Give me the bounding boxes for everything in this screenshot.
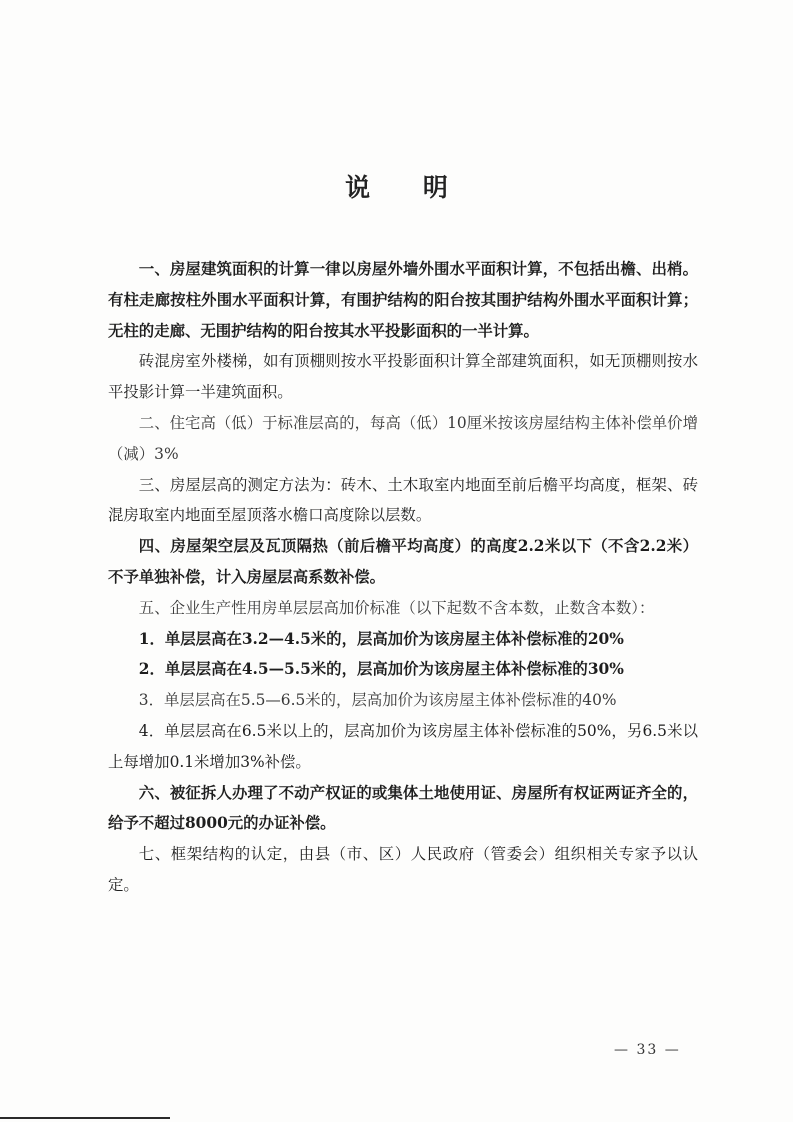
paragraph-certificate-compensation: 六、被征拆人办理了不动产权证的或集体土地使用证、房屋所有权证两证齐全的，给予不超过8000元的办证补偿。 [108,783,698,833]
list-item: 3．单层层高在5.5—6.5米的，层高加价为该房屋主体补偿标准的40% [138,691,617,710]
list-item: 1．单层层高在3.2—4.5米的，层高加价为该房屋主体补偿标准的20% [138,629,624,648]
paragraph-outdoor-stairs: 砖混房室外楼梯，如有顶棚则按水平投影面积计算全部建筑面积，如无顶棚则按水平投影计算一半建筑面积。 [108,352,698,402]
paragraph-height-measurement: 三、房屋层高的测定方法为：砖木、土木取室内地面至前后檐平均高度，框架、砖混房取室内地面至屋顶落水檐口高度除以层数。 [108,475,698,525]
document-body [108,254,698,901]
page-title: 说 明 [345,173,470,202]
paragraph-frame-structure: 七、框架结构的认定，由县（市、区）人民政府（管委会）组织相关专家予以认定。 [108,845,698,894]
list-item: 2．单层层高在4.5—5.5米的，层高加价为该房屋主体补偿标准的30% [138,660,624,679]
paragraph-residential-height: 二、住宅高（低）于标准层高的，每高（低）10厘米按该房屋结构主体补偿单价增（减）3% [108,413,698,463]
bottom-divider [0,1117,170,1119]
list-item: 4．单层层高在6.5米以上的，层高加价为该房屋主体补偿标准的50%，另6.5米以上每增加0.1米增加3%补偿。 [108,721,698,771]
paragraph-stilt-floor: 四、房屋架空层及瓦顶隔热（前后檐平均高度）的高度2.2米以下（不含2.2米）不予单独补偿，计入房屋层高系数补偿。 [108,537,698,586]
paragraph-building-area: 一、房屋建筑面积的计算一律以房屋外墙外围水平面积计算，不包括出檐、出梢。有柱走廊按柱外围水平面积计算，有围护结构的阳台按其围护结构外围水平面积计算；无柱的走廊、无围护结构的阳台按其水平投影面积的一半计算。 [108,260,698,340]
paragraph-enterprise-height: 五、企业生产性用房单层层高加价标准（以下起数不含本数，止数含本数）： [138,598,655,617]
page-number: — 33 — [614,1042,681,1058]
